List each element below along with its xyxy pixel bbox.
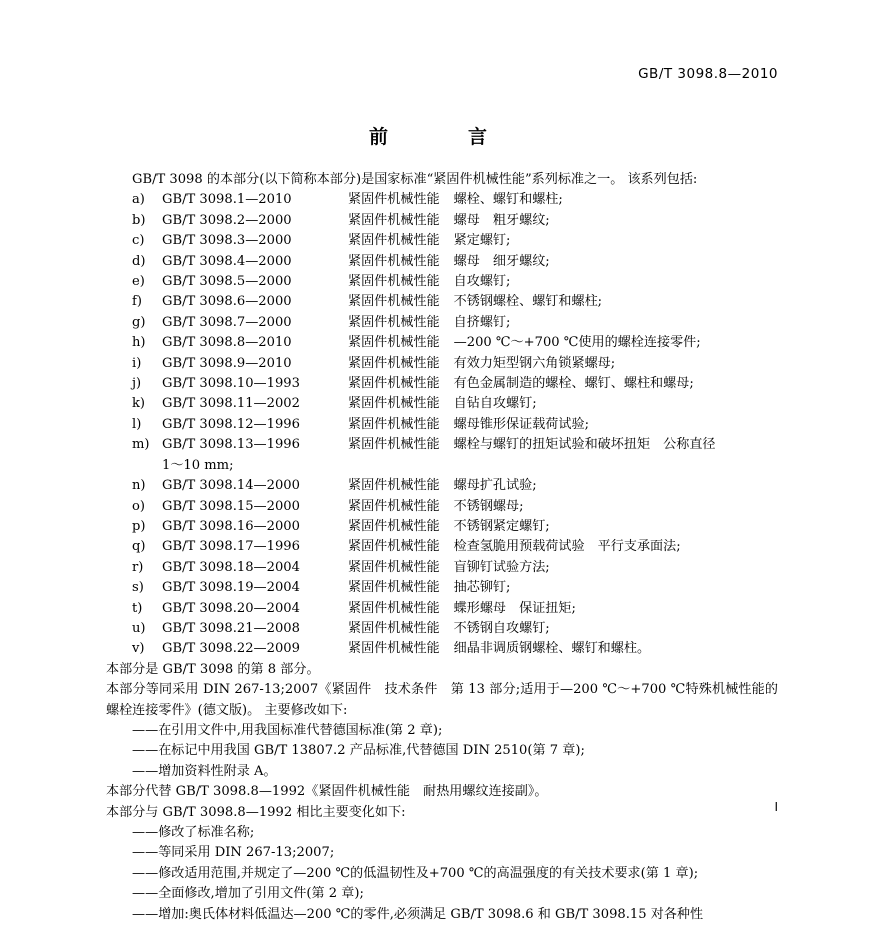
item-title: 紧固件机械性能 bbox=[348, 396, 440, 412]
item-title: 紧固件机械性能 bbox=[348, 212, 440, 228]
item-standard: GB/T 3098.19—2004 bbox=[162, 580, 300, 596]
item-title: 紧固件机械性能 bbox=[348, 437, 440, 453]
list-item bbox=[106, 292, 778, 312]
item-description: 螺母扩孔试验; bbox=[453, 478, 537, 494]
body-paragraph-4: 本部分与 GB/T 3098.8—1992 相比主要变化如下: bbox=[106, 804, 406, 820]
item-title: 紧固件机械性能 bbox=[348, 416, 440, 432]
item-title: 紧固件机械性能 bbox=[348, 518, 440, 534]
item-title: 紧固件机械性能 bbox=[348, 641, 440, 657]
item-standard: GB/T 3098.14—2000 bbox=[162, 478, 300, 494]
item-title: 紧固件机械性能 bbox=[348, 335, 440, 351]
item-title: 紧固件机械性能 bbox=[348, 376, 440, 392]
item-description: 自钻自攻螺钉; bbox=[453, 396, 537, 412]
item-marker: e) bbox=[132, 274, 145, 290]
item-description: 检查氢脆用预载荷试验 平行支承面法; bbox=[453, 539, 681, 555]
list-item bbox=[106, 272, 778, 292]
item-description: 螺栓与螺钉的扭矩试验和破坏扭矩 公称直径 bbox=[453, 437, 716, 453]
item-marker: h) bbox=[132, 335, 146, 351]
item-marker: c) bbox=[132, 233, 145, 249]
item-description: 不锈钢螺栓、螺钉和螺柱; bbox=[453, 294, 603, 310]
list-item bbox=[106, 252, 778, 272]
header-standard-code: GB/T 3098.8—2010 bbox=[638, 66, 778, 82]
body-paragraph-2: 本部分等同采用 DIN 267-13;2007《紧固件 技术条件 第 13 部分;适用于—200 ℃～+700 ℃特殊机械性能的螺栓连接零件》(德文版)。 主要修改如下: bbox=[106, 682, 778, 718]
body-paragraph-3: 本部分代替 GB/T 3098.8—1992《紧固件机械性能 耐热用螺纹连接副》。 bbox=[106, 784, 548, 800]
item-standard: GB/T 3098.10—1993 bbox=[162, 376, 300, 392]
document-body bbox=[106, 170, 778, 925]
item-description: 紧定螺钉; bbox=[453, 233, 511, 249]
item-marker: v) bbox=[132, 641, 145, 657]
item-standard: GB/T 3098.6—2000 bbox=[162, 294, 292, 310]
item-title: 紧固件机械性能 bbox=[348, 192, 440, 208]
item-marker: k) bbox=[132, 396, 146, 412]
item-description: 不锈钢紧定螺钉; bbox=[453, 518, 550, 534]
body-dash-5: ——等同采用 DIN 267-13;2007; bbox=[132, 845, 335, 861]
list-item bbox=[106, 517, 778, 537]
list-item bbox=[106, 537, 778, 557]
item-title: 紧固件机械性能 bbox=[348, 620, 440, 636]
item-title: 紧固件机械性能 bbox=[348, 498, 440, 514]
item-standard: GB/T 3098.17—1996 bbox=[162, 539, 300, 555]
list-item bbox=[106, 619, 778, 639]
item-standard: GB/T 3098.15—2000 bbox=[162, 498, 300, 514]
item-marker: u) bbox=[132, 620, 146, 636]
item-standard: GB/T 3098.8—2010 bbox=[162, 335, 292, 351]
item-standard: GB/T 3098.1—2010 bbox=[162, 192, 292, 208]
item-description: 有色金属制造的螺栓、螺钉、螺柱和螺母; bbox=[453, 376, 694, 392]
item-description: 螺母 粗牙螺纹; bbox=[453, 212, 550, 228]
item-title: 紧固件机械性能 bbox=[348, 355, 440, 371]
item-title: 紧固件机械性能 bbox=[348, 539, 440, 555]
body-dash-1: ——在引用文件中,用我国标准代替德国标准(第 2 章); bbox=[132, 722, 443, 738]
item-description: 螺母 细牙螺纹; bbox=[453, 253, 550, 269]
item-standard: GB/T 3098.13—1996 bbox=[162, 437, 300, 453]
list-item-continuation: 1～10 mm; bbox=[162, 457, 234, 473]
list-item bbox=[106, 231, 778, 251]
list-item bbox=[106, 211, 778, 231]
item-title: 紧固件机械性能 bbox=[348, 253, 440, 269]
body-dash-3: ——增加资料性附录 A。 bbox=[132, 763, 277, 779]
item-description: 自挤螺钉; bbox=[453, 314, 511, 330]
item-description: 抽芯铆钉; bbox=[453, 580, 511, 596]
body-dash-2: ——在标记中用我国 GB/T 13807.2 产品标准,代替德国 DIN 2510(第 7 章); bbox=[132, 743, 585, 759]
body-dash-6: ——修改适用范围,并规定了—200 ℃的低温韧性及+700 ℃的高温强度的有关技术要求(第 1 章); bbox=[132, 865, 699, 881]
item-standard: GB/T 3098.5—2000 bbox=[162, 274, 292, 290]
list-item bbox=[106, 333, 778, 353]
item-description: 盲铆钉试验方法; bbox=[453, 559, 550, 575]
item-standard: GB/T 3098.22—2009 bbox=[162, 641, 300, 657]
list-item bbox=[106, 435, 778, 455]
item-marker: q) bbox=[132, 539, 146, 555]
item-marker: g) bbox=[132, 314, 146, 330]
list-item bbox=[106, 476, 778, 496]
body-dash-7: ——全面修改,增加了引用文件(第 2 章); bbox=[132, 886, 364, 902]
page-number: I bbox=[774, 800, 778, 814]
body-dash-4: ——修改了标准名称; bbox=[132, 825, 255, 840]
item-marker: d) bbox=[132, 253, 146, 269]
page-title: 前 言 bbox=[368, 126, 501, 148]
item-description: 有效力矩型钢六角锁紧螺母; bbox=[453, 355, 616, 371]
body-paragraph-1: 本部分是 GB/T 3098 的第 8 部分。 bbox=[106, 661, 320, 677]
item-marker: l) bbox=[132, 416, 142, 432]
item-marker: n) bbox=[132, 478, 146, 494]
list-item bbox=[106, 497, 778, 517]
list-item bbox=[106, 415, 778, 435]
item-marker: m) bbox=[132, 437, 150, 453]
list-item bbox=[106, 374, 778, 394]
standards-list bbox=[106, 190, 778, 659]
item-marker: a) bbox=[132, 192, 145, 208]
item-marker: s) bbox=[132, 580, 144, 596]
item-title: 紧固件机械性能 bbox=[348, 233, 440, 249]
item-marker: f) bbox=[132, 294, 142, 310]
item-marker: t) bbox=[132, 600, 143, 616]
item-marker: r) bbox=[132, 559, 144, 575]
item-description: 细晶非调质钢螺栓、螺钉和螺柱。 bbox=[453, 641, 651, 657]
list-item bbox=[106, 639, 778, 659]
item-description: 不锈钢自攻螺钉; bbox=[453, 620, 550, 636]
item-title: 紧固件机械性能 bbox=[348, 559, 440, 575]
item-marker: p) bbox=[132, 518, 146, 534]
item-marker: i) bbox=[132, 355, 142, 371]
body-dash-8: ——增加:奥氏体材料低温达—200 ℃的零件,必须满足 GB/T 3098.6 和 GB/T 3098.15 对各种性 bbox=[132, 906, 704, 922]
item-description: 自攻螺钉; bbox=[453, 274, 511, 290]
item-standard: GB/T 3098.18—2004 bbox=[162, 559, 300, 575]
item-description: 蝶形螺母 保证扭矩; bbox=[453, 600, 576, 616]
item-standard: GB/T 3098.20—2004 bbox=[162, 600, 300, 616]
item-title: 紧固件机械性能 bbox=[348, 580, 440, 596]
item-description: 不锈钢螺母; bbox=[453, 498, 524, 514]
list-item bbox=[106, 599, 778, 619]
list-item bbox=[106, 394, 778, 414]
item-title: 紧固件机械性能 bbox=[348, 478, 440, 494]
list-item bbox=[106, 190, 778, 210]
item-standard: GB/T 3098.12—1996 bbox=[162, 416, 300, 432]
list-item bbox=[106, 354, 778, 374]
item-title: 紧固件机械性能 bbox=[348, 274, 440, 290]
item-marker: b) bbox=[132, 212, 146, 228]
item-standard: GB/T 3098.16—2000 bbox=[162, 518, 300, 534]
item-title: 紧固件机械性能 bbox=[348, 314, 440, 330]
item-standard: GB/T 3098.21—2008 bbox=[162, 620, 300, 636]
item-standard: GB/T 3098.4—2000 bbox=[162, 253, 292, 269]
intro-paragraph: GB/T 3098 的本部分(以下简称本部分)是国家标准“紧固件机械性能”系列标准之一。 该系列包括: bbox=[132, 172, 698, 187]
list-item bbox=[106, 313, 778, 333]
item-description: —200 ℃～+700 ℃使用的螺栓连接零件; bbox=[453, 335, 701, 351]
item-title: 紧固件机械性能 bbox=[348, 600, 440, 616]
item-standard: GB/T 3098.7—2000 bbox=[162, 314, 292, 330]
item-standard: GB/T 3098.2—2000 bbox=[162, 212, 292, 228]
list-item bbox=[106, 578, 778, 598]
item-title: 紧固件机械性能 bbox=[348, 294, 440, 310]
item-standard: GB/T 3098.11—2002 bbox=[162, 396, 300, 412]
item-description: 螺母锥形保证载荷试验; bbox=[453, 416, 590, 432]
item-description: 螺栓、螺钉和螺柱; bbox=[453, 192, 563, 208]
item-marker: o) bbox=[132, 498, 145, 514]
item-standard: GB/T 3098.9—2010 bbox=[162, 355, 292, 371]
item-marker: j) bbox=[132, 376, 142, 392]
list-item bbox=[106, 558, 778, 578]
item-standard: GB/T 3098.3—2000 bbox=[162, 233, 292, 249]
